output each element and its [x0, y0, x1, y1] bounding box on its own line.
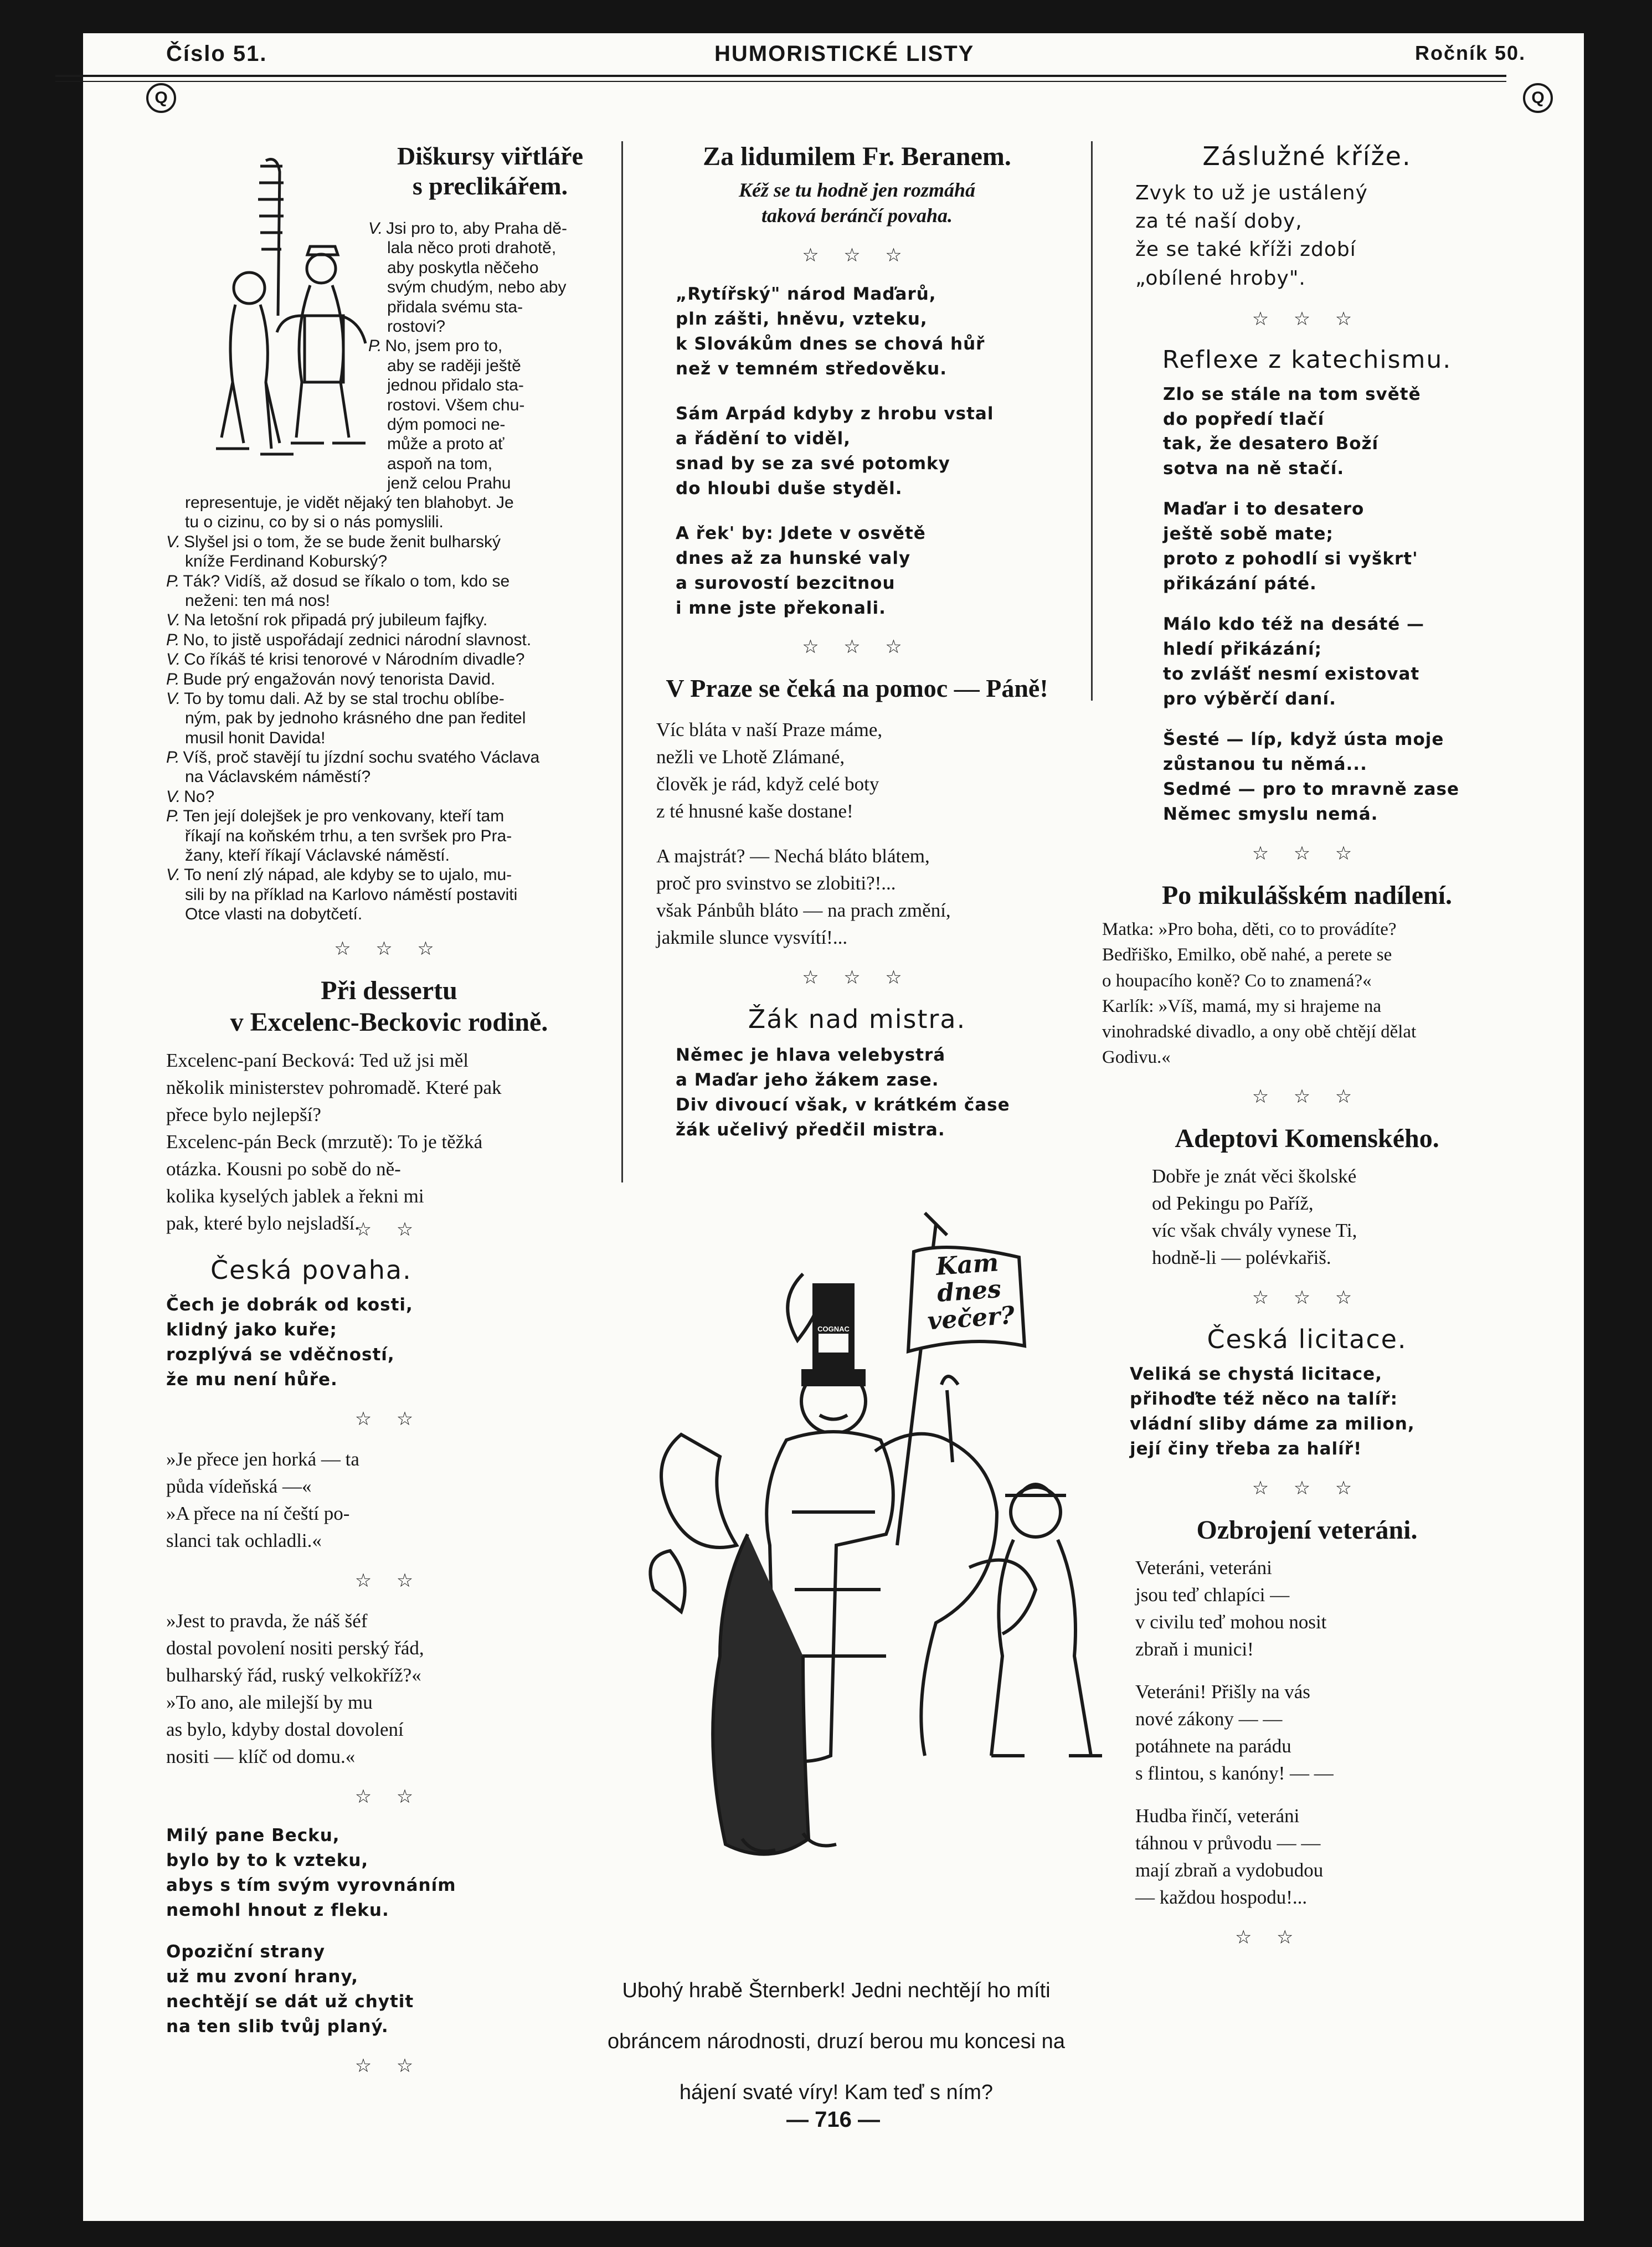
poem-line: A řek' by: Jdete v osvětě: [676, 523, 926, 543]
line-text: přidala svému sta-: [387, 297, 523, 316]
poem-line: „obílené hroby".: [1135, 266, 1306, 290]
speaker-mark: P.: [166, 807, 180, 826]
poem-line: s flintou, s kanóny! — —: [1135, 1762, 1334, 1784]
poem-line: víc však chvály vynese Ti,: [1152, 1219, 1357, 1241]
poem-line: a řádění to viděl,: [676, 428, 851, 449]
dialogue-line: [166, 630, 612, 650]
line-text: Bude prý engažován nový tenorista David.: [183, 670, 496, 688]
line-text: Slyšel jsi o tom, že se bude ženit bulharský: [184, 532, 501, 551]
poem-stanza: [1102, 1163, 1512, 1271]
poem-stanza: [1102, 1678, 1512, 1787]
stars-divider: ☆ ☆ ☆: [802, 245, 912, 266]
dialogue-line: [166, 787, 612, 806]
article-title: Ozbrojení veteráni.: [1196, 1515, 1418, 1545]
poem-line: Víc bláta v naší Praze máme,: [656, 718, 883, 741]
volume-number: Ročník 50.: [1415, 42, 1526, 64]
dialogue-line: [368, 336, 612, 356]
line-text: ným, pak by jednoho krásného dne pan ředitel: [185, 709, 526, 728]
poem-line: hodně-li — polévkařiš.: [1152, 1246, 1331, 1268]
dialogue-line: [166, 748, 612, 767]
article-title: Diškursy viřtláře: [397, 142, 583, 170]
poem-line: sotva na ně stačí.: [1163, 459, 1345, 479]
sternberg-cartoon: [637, 1202, 1113, 1966]
masthead-title: HUMORISTICKÉ LISTY: [714, 42, 975, 66]
stars-divider: ☆ ☆ ☆: [802, 967, 912, 988]
dialogue-line: [166, 610, 612, 630]
article-beran: [631, 141, 1083, 1143]
dialogue-line: [368, 356, 612, 376]
line-text: lala něco proti drahotě,: [387, 239, 557, 258]
joke-text: [166, 1446, 612, 1554]
stars-divider: ☆ ☆ ☆: [1252, 1087, 1362, 1108]
dialogue-line: [166, 767, 612, 786]
line-text: To není zlý nápad, ale kdyby se to ujalo, mu-: [184, 866, 512, 885]
stars-divider: ☆ ☆: [1235, 1927, 1304, 1948]
poem-line: Div divoucí však, v krátkém čase: [676, 1094, 1010, 1115]
dialogue-line: [166, 846, 612, 865]
article-title: Česká licitace.: [1207, 1324, 1407, 1354]
poem-line: však Pánbůh bláto — na prach změní,: [656, 899, 951, 921]
line-text: jenž celou Prahu: [387, 474, 511, 493]
poem-line: nechtějí se dát už chytit: [166, 1991, 414, 2012]
logo-right-icon: Q: [1523, 83, 1553, 113]
line-text: Ten její dolejšek je pro venkovany, kteří tam: [183, 807, 505, 826]
speaker-mark: P.: [166, 748, 180, 767]
joke-text: [166, 1607, 612, 1770]
poem-line: a surovostí bezcitnou: [676, 573, 896, 593]
flag-word-1: Kam: [935, 1248, 1000, 1282]
header-rule-thin: [55, 81, 1506, 82]
caption-line: hájení svaté víry! Kam teď s ním?: [679, 2080, 994, 2104]
article-subtitle: Kéž se tu hodně jen rozmáhá: [738, 178, 976, 201]
line-text: Otce vlasti na dobytčetí.: [185, 905, 363, 924]
stars-divider: ☆ ☆ ☆: [802, 637, 912, 658]
poem-line: Dobře je znát věci školské: [1152, 1165, 1357, 1187]
poem-line: Maďar i to desatero: [1163, 499, 1365, 520]
poem-stanza: [1102, 612, 1512, 712]
dialogue-line: [368, 395, 612, 415]
text-line: bulharský řád, ruský velkokříž?«: [166, 1664, 421, 1686]
poem-line: Sedmé — pro to mravně zase: [1163, 779, 1459, 799]
line-text: Na letošní rok připadá prý jubileum fajfky.: [184, 611, 488, 630]
text-line: as bylo, kdyby dostal dovolení: [166, 1719, 404, 1741]
dialogue-line: [368, 219, 612, 238]
stars-divider: ☆ ☆ ☆: [1252, 1287, 1362, 1308]
poem-stanza: [1102, 497, 1512, 597]
poem-line: pro výběrčí daní.: [1163, 688, 1336, 709]
poem-line: v civilu teď mohou nosit: [1135, 1611, 1327, 1633]
speaker-mark: V.: [166, 866, 181, 885]
stars-divider: ☆ ☆: [354, 1571, 424, 1592]
dialogue-line: [368, 376, 612, 395]
dialogue-line: [166, 512, 612, 532]
flag-word-3: večer?: [927, 1301, 1016, 1336]
line-text: No?: [184, 787, 215, 806]
speaker-mark: V.: [166, 611, 181, 630]
speaker-mark: P.: [166, 670, 180, 688]
text-line: »Jest to pravda, že náš šéf: [166, 1610, 368, 1632]
poem-line: Zlo se stále na tom světě: [1163, 384, 1421, 404]
poem-line: „Rytířský" národ Maďarů,: [676, 284, 936, 305]
poem-line: za té naší doby,: [1135, 210, 1303, 233]
speaker-mark: P.: [166, 572, 180, 590]
poem-line: dnes až za hunské valy: [676, 548, 911, 568]
stars-divider: ☆ ☆ ☆: [334, 939, 444, 959]
column-divider-left: [621, 141, 623, 1182]
dialogue-line: [368, 277, 612, 297]
article-title: Při dessertu: [321, 976, 457, 1005]
text-line: »Je přece jen horká — ta: [166, 1448, 359, 1470]
line-text: representuje, je vidět nějaký ten blahobyt. Je: [185, 493, 514, 512]
text-line: o houpacího koně? Co to znamená?«: [1102, 970, 1372, 991]
poem-stanza: [631, 282, 1083, 382]
poem-line: Málo kdo též na desáté —: [1163, 614, 1425, 635]
flag-word-2: dnes: [936, 1275, 1002, 1308]
text-line: Excelenc-pán Beck (mrzutě): To je těžká: [166, 1131, 483, 1153]
poem-line: Hudba řinčí, veteráni: [1135, 1804, 1300, 1827]
poem-stanza: [631, 1043, 1083, 1143]
dialogue-text: [1102, 917, 1512, 1070]
dialogue-line: [166, 728, 612, 748]
text-line: Godivu.«: [1102, 1047, 1171, 1068]
line-text: aby se raději ještě: [387, 356, 521, 375]
line-text: jednou přidalo sta-: [387, 376, 524, 395]
dialogue-line: [166, 865, 612, 885]
line-text: neženi: ten má nos!: [185, 591, 330, 610]
poem-stanza: [166, 1940, 612, 2039]
poem-line: táhnou v průvodu — —: [1135, 1832, 1321, 1854]
article-title: Za lidumilem Fr. Beranem.: [703, 142, 1011, 171]
dialogue-line: [368, 317, 612, 336]
poem-line: že mu není hůře.: [166, 1370, 338, 1390]
poem-line: že se také kříži zdobí: [1135, 238, 1356, 261]
text-line: vinohradské divadlo, a ony obě chtějí dělat: [1102, 1021, 1417, 1042]
poem-line: Sám Arpád kdyby z hrobu vstal: [676, 403, 994, 424]
article-dessert: [166, 922, 612, 1237]
line-text: aspoň na tom,: [387, 454, 493, 473]
text-line: nositi — klíč od domu.«: [166, 1746, 356, 1768]
line-text: rostovi?: [387, 317, 446, 336]
article-title: Česká povaha.: [210, 1255, 412, 1285]
poem-line: Milý pane Becku,: [166, 1826, 340, 1846]
speaker-mark: V.: [166, 650, 181, 669]
poem-line: Veliká se chystá licitace,: [1130, 1364, 1382, 1385]
dialogue-line: [166, 552, 612, 571]
stars-divider: ☆ ☆: [354, 1220, 424, 1240]
dialogue-line: [368, 415, 612, 434]
cartoon-flag-text: [922, 1249, 1016, 1335]
poem-line: její činy třeba za halíř!: [1130, 1439, 1362, 1459]
poem-stanza: [631, 402, 1083, 501]
poem-line: nové zákony — —: [1135, 1708, 1283, 1730]
line-text: To by tomu dali. Až by se stal trochu oblíbe-: [184, 689, 505, 708]
speaker-mark: V.: [166, 787, 181, 806]
poem-line: Veteráni, veteráni: [1135, 1556, 1272, 1578]
text-line: otázka. Kousni po sobě do ně-: [166, 1158, 401, 1180]
dialogue-line: [166, 689, 612, 708]
poem-line: přikázání páté.: [1163, 574, 1317, 594]
dialogue-line: [368, 238, 612, 258]
article-subtitle-line2: taková beránčí povaha.: [761, 204, 953, 227]
text-line: Bedřiško, Emilko, obě nahé, a perete se: [1102, 945, 1392, 965]
poem-line: jsou teď chlapíci —: [1135, 1583, 1290, 1606]
line-text: Ták? Vidíš, až dosud se říkalo o tom, kdo se: [183, 572, 510, 590]
poem-line: do popředí tlačí: [1163, 409, 1325, 429]
stars-divider: ☆ ☆: [354, 1409, 424, 1430]
column-divider-right: [1091, 141, 1093, 701]
poem-line: a Maďar jeho žákem zase.: [676, 1069, 939, 1090]
dialogue-line: [166, 885, 612, 904]
dialogue-line: [166, 493, 612, 512]
speaker-mark: V.: [166, 532, 181, 551]
speaker-mark: P.: [166, 630, 180, 649]
poem-line: přihoďte též něco na talíř:: [1130, 1389, 1398, 1410]
header-rule: [55, 75, 1506, 77]
poem-line: — každou hospodu!...: [1135, 1886, 1308, 1908]
article-title: Záslužné kříže.: [1202, 141, 1412, 171]
article-title: Po mikulášském nadílení.: [1161, 880, 1453, 910]
poem-line: potáhnete na parádu: [1135, 1735, 1291, 1757]
text-line: pak, které bylo nejsladší.: [166, 1212, 359, 1235]
dialogue-line: [368, 454, 612, 474]
page-number: — 716 —: [786, 2107, 880, 2132]
poem-line: Veteráni! Přišly na vás: [1135, 1680, 1310, 1703]
poem-line: i mne jste překonali.: [676, 598, 886, 618]
caption-line: Ubohý hrabě Šternberk! Jedni nechtějí ho míti: [622, 1979, 1051, 2002]
dialogue-line: [368, 474, 612, 493]
article-title: V Praze se čeká na pomoc — Páně!: [666, 674, 1048, 703]
text-line: Karlík: »Víš, mamá, my si hrajeme na: [1102, 996, 1382, 1016]
text-line: přece bylo nejlepší?: [166, 1104, 321, 1126]
line-text: aby poskytla něčeho: [387, 258, 539, 277]
poem-line: nežli ve Lhotě Zlámané,: [656, 745, 845, 768]
poem-line: Šesté — líp, když ústa moje: [1163, 729, 1444, 749]
text-line: půda vídeňská —«: [166, 1475, 312, 1498]
article-title: Žák nad mistra.: [748, 1004, 966, 1034]
poem-stanza: [631, 716, 1083, 825]
poem-line: klidný jako kuře;: [166, 1320, 337, 1340]
line-text: No, jsem pro to,: [385, 337, 503, 356]
poem-stanza: [631, 521, 1083, 621]
poem-stanza: [166, 1823, 612, 1923]
poem-line: pln zášti, hněvu, vzteku,: [676, 309, 928, 330]
speaker-mark: V.: [166, 689, 181, 708]
poem-line: než v temném středověku.: [676, 359, 948, 379]
article-title: Adeptovi Komenského.: [1175, 1124, 1439, 1154]
dialogue-narrow: [368, 219, 612, 493]
dialogue-line: [166, 904, 612, 924]
poem-line: Čech je dobrák od kosti,: [166, 1295, 413, 1315]
poem-line: do hloubi duše styděl.: [676, 478, 903, 498]
stars-divider: ☆ ☆ ☆: [1252, 843, 1362, 864]
poem-line: tak, že desatero Boží: [1163, 434, 1379, 454]
poem-line: jakmile slunce vysvítí!...: [656, 926, 848, 948]
article-title-line2: v Excelenc-Beckovic rodině.: [230, 1007, 548, 1037]
poem-stanza: [1102, 382, 1512, 482]
poem-stanza: [1102, 179, 1512, 292]
bottle-label: COGNAC: [817, 1325, 850, 1333]
line-text: může a proto ať: [387, 435, 505, 454]
poem-line: zbraň i munici!: [1135, 1638, 1254, 1660]
dialogue-line: [166, 650, 612, 669]
line-text: sili by na příklad na Karlovo náměstí postaviti: [185, 885, 518, 904]
poem-line: už mu zvoní hrany,: [166, 1966, 359, 1987]
cartoon-caption: [559, 1955, 1113, 2129]
line-text: rostovi. Všem chu-: [387, 395, 525, 414]
line-text: Co říkáš té krisi tenorové v Národním divadle?: [184, 650, 525, 669]
line-text: Víš, proč stavějí tu jízdní sochu svatého Václava: [183, 748, 540, 767]
line-text: musil honit Davida!: [185, 728, 326, 747]
text-line: kolika kyselých jablek a řekni mi: [166, 1185, 424, 1207]
line-text: na Václavském náměstí?: [185, 768, 371, 786]
poem-line: rozplývá se vděčností,: [166, 1345, 395, 1365]
poem-line: Zvyk to už je ustálený: [1135, 182, 1368, 205]
poem-line: A majstrát? — Nechá bláto blátem,: [656, 845, 930, 867]
poem-stanza: [1102, 1802, 1512, 1911]
poem-line: proto z pohodlí si vyškrt': [1163, 549, 1418, 569]
line-text: dým pomoci ne-: [387, 415, 506, 434]
poem-stanza: [1102, 727, 1512, 827]
text-line: »A přece na ní čeští po-: [166, 1503, 350, 1525]
poem-line: nemohl hnout z fleku.: [166, 1900, 389, 1920]
dialogue-line: [166, 708, 612, 728]
dialogue-line: [166, 591, 612, 610]
text-line: »To ano, ale milejší by mu: [166, 1691, 373, 1714]
poem-line: k Slovákům dnes se chová hůř: [676, 334, 985, 354]
line-text: říkají na koňském trhu, a ten svršek pro Pra-: [185, 826, 512, 845]
stars-divider: ☆ ☆: [354, 2055, 424, 2076]
poem-line: bylo by to k vzteku,: [166, 1850, 369, 1870]
poem-stanza: [1102, 1362, 1512, 1462]
poem-line: mají zbraň a vydobudou: [1135, 1859, 1324, 1881]
stars-divider: ☆ ☆ ☆: [1252, 1478, 1362, 1499]
line-text: svým chudým, nebo aby: [387, 278, 567, 297]
speaker-mark: P.: [368, 337, 382, 356]
text-line: slanci tak ochladli.«: [166, 1530, 322, 1552]
poem-stanza: [166, 1293, 612, 1392]
poem-line: Němec je hlava velebystrá: [676, 1045, 946, 1065]
caption-line: obráncem národnosti, druzí berou mu koncesi na: [608, 2029, 1065, 2053]
vendors-illustration: [183, 150, 382, 482]
poem-line: Opoziční strany: [166, 1941, 326, 1962]
dialogue-line: [368, 297, 612, 317]
speaker-mark: V.: [368, 219, 383, 238]
poem-line: abys s tím svým vyrovnáním: [166, 1875, 456, 1895]
poem-stanza: [631, 842, 1083, 951]
poem-line: Němec smyslu nemá.: [1163, 804, 1378, 824]
logo-left-icon: Q: [146, 83, 176, 113]
line-text: tu o cizinu, co by si o nás pomyslili.: [185, 513, 444, 532]
poem-line: žák učelivý předčil mistra.: [676, 1119, 945, 1140]
line-text: Jsi pro to, aby Praha dě-: [386, 219, 567, 238]
poem-line: zůstanou tu němá...: [1163, 754, 1367, 774]
poem-line: proč pro svinstvo se zlobiti?!...: [656, 872, 896, 894]
poem-line: od Pekingu po Paříž,: [1152, 1192, 1314, 1214]
dialogue-line: [166, 826, 612, 846]
text-line: Matka: »Pro boha, děti, co to provádíte?: [1102, 919, 1397, 940]
line-text: kníže Ferdinand Koburský?: [185, 552, 388, 571]
issue-number: Číslo 51.: [166, 42, 267, 66]
stars-divider: ☆ ☆ ☆: [1252, 308, 1362, 330]
article-zasluzne-krize: [1102, 141, 1512, 1964]
dessert-text: [166, 1047, 612, 1237]
dialogue-full: [166, 493, 612, 924]
text-line: několik ministerstev pohromadě. Které pak: [166, 1077, 502, 1099]
poem-line: na ten slib tvůj planý.: [166, 2016, 389, 2037]
poem-line: snad by se za své potomky: [676, 453, 950, 474]
poem-line: člověk je rád, když celé boty: [656, 773, 879, 795]
dialogue-line: [368, 258, 612, 277]
dialogue-line: [166, 572, 612, 591]
poem-line: ještě sobě mate;: [1163, 524, 1334, 544]
text-line: Excelenc-paní Becková: Ted už jsi měl: [166, 1050, 469, 1072]
article-ceska-povaha: [166, 1218, 612, 2092]
line-text: žany, kteří říkají Václavské náměstí.: [185, 846, 450, 865]
poem-line: hledí přikázání;: [1163, 639, 1322, 660]
poem-stanza: [1102, 1554, 1512, 1663]
poem-line: vládní sliby dáme za milion,: [1130, 1414, 1415, 1434]
stars-divider: ☆ ☆: [354, 1787, 424, 1808]
article-diskursy: [368, 141, 612, 202]
dialogue-line: [166, 806, 612, 826]
poem-line: to zvlášť nesmí existovat: [1163, 664, 1420, 684]
dialogue-line: [166, 532, 612, 552]
dialogue-line: [166, 670, 612, 689]
article-title-line2: s preclikářem.: [412, 172, 568, 200]
dialogue-line: [368, 434, 612, 454]
poem-line: z té hnusné kaše dostane!: [656, 800, 853, 822]
text-line: dostal povolení nositi perský řád,: [166, 1637, 424, 1659]
line-text: No, to jistě uspořádají zednici národní slavnost.: [183, 630, 532, 649]
article-title: Reflexe z katechismu.: [1162, 345, 1452, 374]
